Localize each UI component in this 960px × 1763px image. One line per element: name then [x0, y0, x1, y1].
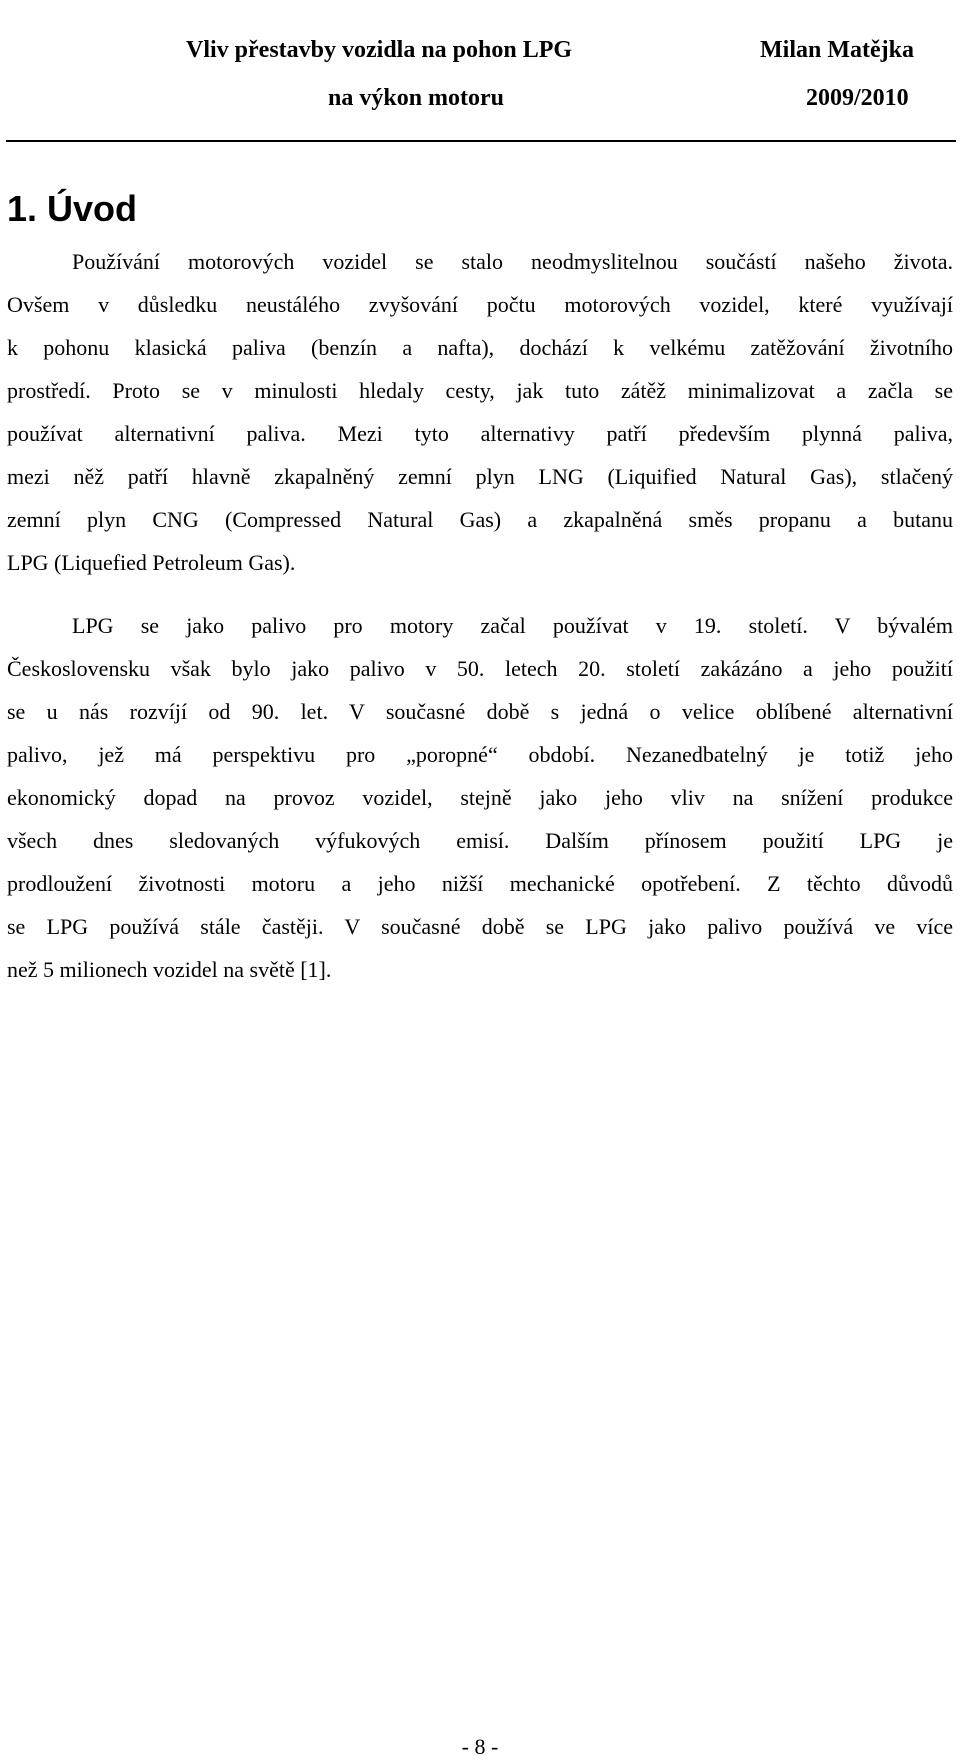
paragraph-line: Československu však bylo jako palivo v 50. letech 20. století zakázáno a jeho použití: [7, 656, 953, 681]
paragraph-line: mezi něž patří hlavně zkapalněný zemní plyn LNG (Liquified Natural Gas), stlačený: [7, 464, 953, 489]
header-author: Milan Matějka: [760, 37, 914, 63]
header-year: 2009/2010: [806, 85, 909, 111]
paragraph-line: palivo, jež má perspektivu pro „poropné“ období. Nezanedbatelný je totiž jeho: [7, 742, 953, 767]
header-title-line-2: na výkon motoru: [328, 85, 505, 111]
paragraph-line: LPG se jako palivo pro motory začal používat v 19. století. V bývalém: [72, 613, 953, 638]
paragraph-line: ekonomický dopad na provoz vozidel, stejně jako jeho vliv na snížení produkce: [7, 785, 953, 810]
paragraph-line: k pohonu klasická paliva (benzín a nafta), dochází k velkému zatěžování životního: [7, 335, 953, 360]
header-title-line-1: Vliv přestavby vozidla na pohon LPG: [186, 37, 573, 63]
paragraph-line: zemní plyn CNG (Compressed Natural Gas) a zkapalněná směs propanu a butanu: [7, 507, 953, 532]
paragraph-line: než 5 milionech vozidel na světě [1].: [7, 957, 332, 982]
page-number: - 8 -: [461, 1734, 499, 1759]
paragraph-line: se u nás rozvíjí od 90. let. V současné době s jedná o velice oblíbené alternativní: [7, 699, 953, 724]
paragraph-line: používat alternativní paliva. Mezi tyto alternativy patří především plynná paliva,: [7, 421, 953, 446]
paragraph-line: Používání motorových vozidel se stalo neodmyslitelnou součástí našeho života.: [72, 249, 953, 274]
section-heading: 1. Úvod: [7, 188, 138, 229]
paragraph-line: LPG (Liquefied Petroleum Gas).: [7, 550, 296, 575]
paragraph-line: prostředí. Proto se v minulosti hledaly cesty, jak tuto zátěž minimalizovat a začla se: [7, 378, 953, 403]
paragraph-line: Ovšem v důsledku neustálého zvyšování počtu motorových vozidel, které využívají: [7, 292, 953, 317]
header-divider: [6, 140, 956, 142]
paragraph-line: se LPG používá stále častěji. V současné době se LPG jako palivo používá ve více: [7, 914, 953, 939]
paragraph-line: prodloužení životnosti motoru a jeho nižší mechanické opotřebení. Z těchto důvodů: [7, 871, 953, 896]
paragraph-line: všech dnes sledovaných výfukových emisí. Dalším přínosem použití LPG je: [7, 828, 953, 853]
